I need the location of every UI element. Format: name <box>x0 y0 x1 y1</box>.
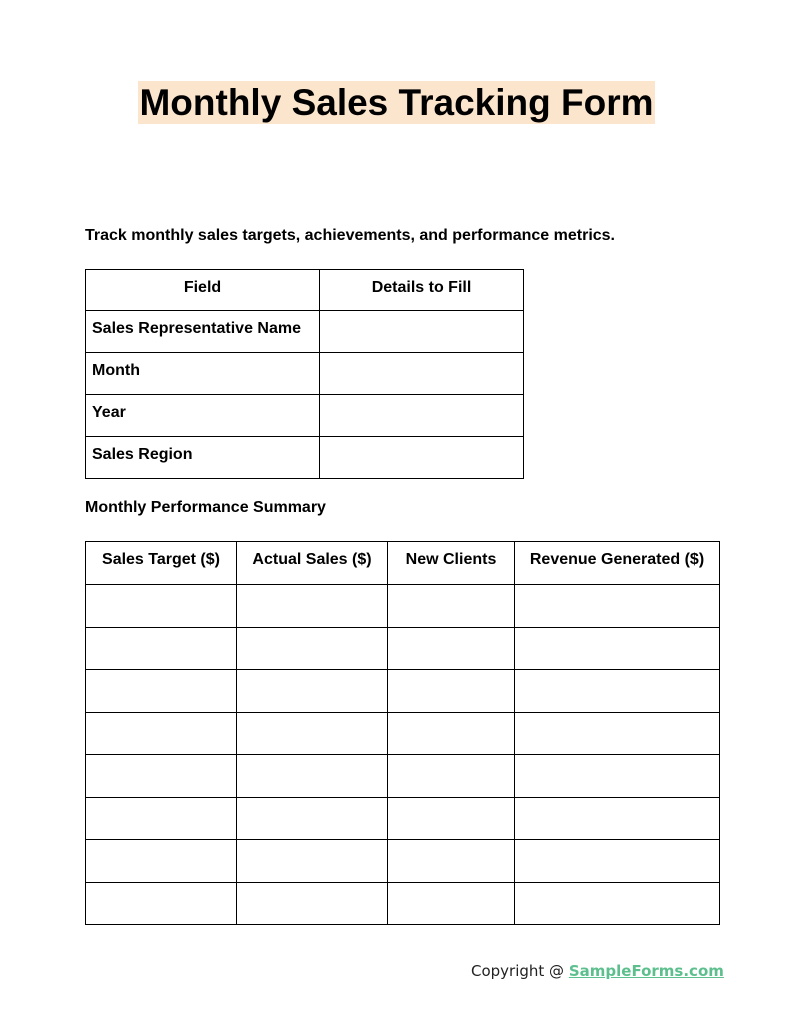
copyright-prefix: Copyright @ <box>471 962 569 980</box>
table-row <box>86 797 720 840</box>
summary-heading: Monthly Performance Summary <box>85 499 326 516</box>
field-value-cell[interactable] <box>320 311 524 353</box>
header-new-clients: New Clients <box>388 542 515 585</box>
header-actual-sales: Actual Sales ($) <box>237 542 388 585</box>
revenue-cell[interactable] <box>515 797 720 840</box>
field-label: Month <box>86 353 320 395</box>
revenue-cell[interactable] <box>515 882 720 925</box>
new-clients-cell[interactable] <box>388 797 515 840</box>
table-row <box>86 311 524 353</box>
sales-target-cell[interactable] <box>86 797 237 840</box>
actual-sales-cell[interactable] <box>237 797 388 840</box>
revenue-cell[interactable] <box>515 712 720 755</box>
revenue-cell[interactable] <box>515 627 720 670</box>
field-label: Sales Region <box>86 437 320 479</box>
copyright-footer <box>471 962 724 980</box>
new-clients-cell[interactable] <box>388 840 515 883</box>
sales-target-cell[interactable] <box>86 840 237 883</box>
details-header-field: Field <box>86 270 320 311</box>
table-row <box>86 840 720 883</box>
title-container <box>0 81 799 124</box>
actual-sales-cell[interactable] <box>237 670 388 713</box>
revenue-cell[interactable] <box>515 585 720 628</box>
table-row <box>86 712 720 755</box>
field-value-cell[interactable] <box>320 437 524 479</box>
sales-target-cell[interactable] <box>86 712 237 755</box>
revenue-cell[interactable] <box>515 755 720 798</box>
new-clients-cell[interactable] <box>388 882 515 925</box>
actual-sales-cell[interactable] <box>237 585 388 628</box>
actual-sales-cell[interactable] <box>237 712 388 755</box>
sales-target-cell[interactable] <box>86 755 237 798</box>
table-row <box>86 395 524 437</box>
intro-text: Track monthly sales targets, achievements, and performance metrics. <box>85 227 615 244</box>
field-value-cell[interactable] <box>320 395 524 437</box>
sales-target-cell[interactable] <box>86 585 237 628</box>
details-header-details: Details to Fill <box>320 270 524 311</box>
actual-sales-cell[interactable] <box>237 627 388 670</box>
header-revenue-generated: Revenue Generated ($) <box>515 542 720 585</box>
sales-target-cell[interactable] <box>86 882 237 925</box>
new-clients-cell[interactable] <box>388 712 515 755</box>
table-row <box>86 882 720 925</box>
new-clients-cell[interactable] <box>388 670 515 713</box>
field-label: Year <box>86 395 320 437</box>
sales-target-cell[interactable] <box>86 627 237 670</box>
page-title: Monthly Sales Tracking Form <box>139 82 654 123</box>
table-row <box>86 755 720 798</box>
details-table <box>85 269 524 479</box>
sales-target-cell[interactable] <box>86 670 237 713</box>
actual-sales-cell[interactable] <box>237 755 388 798</box>
table-row <box>86 627 720 670</box>
details-header-row <box>86 270 524 311</box>
summary-header-row <box>86 542 720 585</box>
new-clients-cell[interactable] <box>388 585 515 628</box>
field-label: Sales Representative Name <box>86 311 320 353</box>
table-row <box>86 437 524 479</box>
field-value-cell[interactable] <box>320 353 524 395</box>
table-row <box>86 585 720 628</box>
actual-sales-cell[interactable] <box>237 882 388 925</box>
header-sales-target: Sales Target ($) <box>86 542 237 585</box>
sampleforms-link[interactable]: SampleForms.com <box>568 962 724 980</box>
revenue-cell[interactable] <box>515 840 720 883</box>
table-row <box>86 670 720 713</box>
revenue-cell[interactable] <box>515 670 720 713</box>
summary-table <box>85 541 720 925</box>
new-clients-cell[interactable] <box>388 755 515 798</box>
table-row <box>86 353 524 395</box>
actual-sales-cell[interactable] <box>237 840 388 883</box>
new-clients-cell[interactable] <box>388 627 515 670</box>
